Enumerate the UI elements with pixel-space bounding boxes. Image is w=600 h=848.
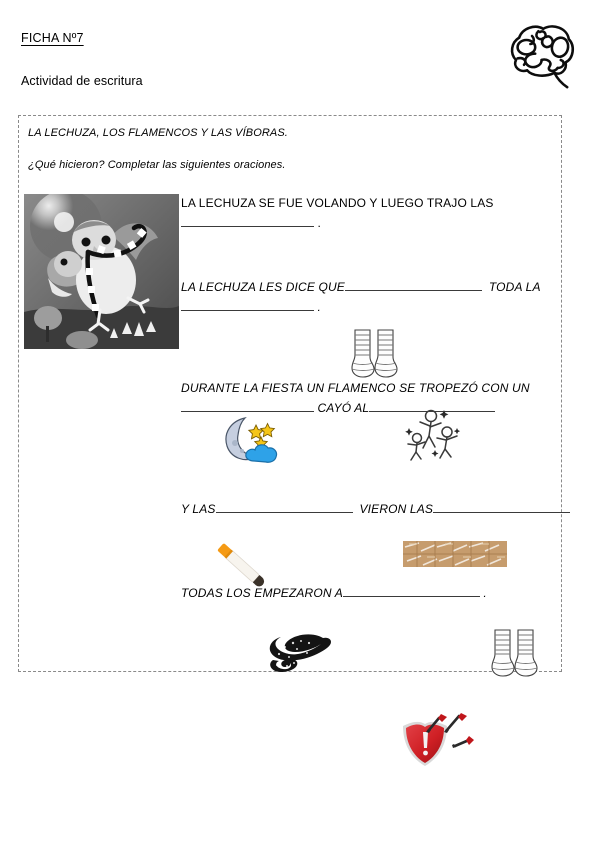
- sentence-4-line1: [181, 499, 570, 519]
- owl-illustration: [24, 194, 179, 349]
- sentence-5-line1: [181, 583, 487, 603]
- blank-line[interactable]: [345, 277, 482, 291]
- sentence-3-mid: CAYÓ AL: [317, 401, 370, 415]
- sentence-4-part2: VIERON LAS: [359, 502, 434, 516]
- brain-icon: [500, 12, 580, 92]
- sentence-2-part1: LA LECHUZA LES DICE QUE: [181, 280, 345, 294]
- story-title: LA LECHUZA, LOS FLAMENCOS Y LAS VÍBORAS.: [28, 127, 288, 139]
- socks-icon: [348, 327, 404, 379]
- sentence-4: [181, 499, 570, 519]
- blank-line[interactable]: [433, 499, 570, 513]
- blank-line[interactable]: [216, 499, 353, 513]
- sentence-2-period: .: [317, 300, 321, 314]
- sentence-2: [181, 277, 541, 317]
- sentence-1-period: .: [317, 216, 321, 230]
- snake-icon: [263, 632, 339, 674]
- sentence-3: [181, 379, 530, 418]
- sentence-1: [181, 194, 494, 233]
- blank-line[interactable]: [181, 398, 314, 412]
- blank-line[interactable]: [181, 297, 314, 311]
- wood-floor-icon: [403, 541, 507, 567]
- sentence-3-line2: [181, 398, 530, 418]
- blank-line[interactable]: [343, 583, 480, 597]
- sentence-4-part1: Y LAS: [181, 502, 216, 516]
- blank-line[interactable]: [369, 398, 495, 412]
- sentence-5-part1: TODAS LOS EMPEZARON A: [181, 586, 343, 600]
- sentence-1-line1: LA LECHUZA SE FUE VOLANDO Y LUEGO TRAJO LAS: [181, 196, 494, 210]
- sentence-5-period: .: [483, 586, 487, 600]
- sentence-2-line1: [181, 277, 541, 297]
- socks-icon: [489, 627, 543, 678]
- moon-stars-cloud-icon: [223, 415, 289, 467]
- page-title: FICHA Nº7: [21, 31, 84, 45]
- blank-line[interactable]: [181, 213, 314, 227]
- shield-darts-icon: [397, 712, 475, 768]
- instruction-text: ¿Qué hicieron? Completar las siguientes oraciones.: [28, 159, 286, 171]
- sentence-3-line1: DURANTE LA FIESTA UN FLAMENCO SE TROPEZÓ CON UN: [181, 381, 530, 395]
- sentence-2-part2: TODA LA: [488, 280, 541, 294]
- sentence-5: [181, 583, 487, 603]
- sentence-2-line2: [181, 297, 541, 317]
- activity-subtitle: Actividad de escritura: [21, 74, 143, 88]
- page-header: [0, 0, 600, 110]
- activity-box: [18, 115, 562, 672]
- sentence-1-line2: [181, 213, 494, 233]
